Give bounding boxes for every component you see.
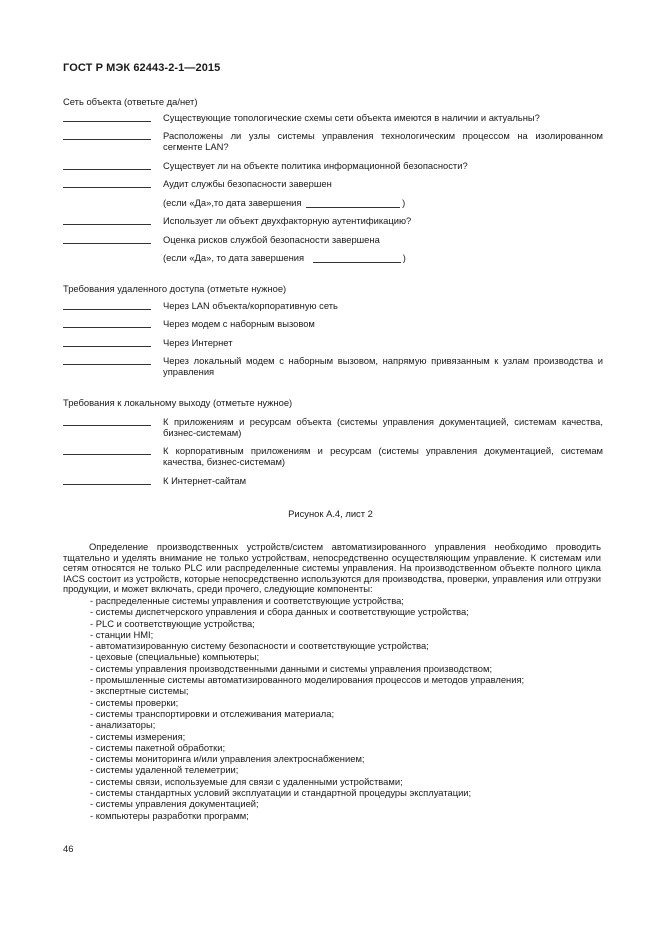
answer-blank[interactable] [63, 243, 151, 244]
page-number: 46 [63, 843, 74, 854]
check-blank[interactable] [63, 327, 151, 328]
question-text: Использует ли объект двухфакторную аутентификацию? [163, 215, 412, 226]
option-text: К Интернет-сайтам [163, 475, 247, 486]
local-section-title: Требования к локальному выходу (отметьте нужное) [63, 397, 293, 408]
list-item: - анализаторы; [90, 719, 156, 731]
figure-caption: Рисунок А.4, лист 2 [288, 508, 373, 519]
list-item: - системы мониторинга и/или управления электроснабжением; [90, 753, 365, 765]
components-list [90, 595, 524, 821]
list-item: - системы измерения; [90, 730, 186, 742]
date-suffix: ) [402, 197, 406, 208]
answer-blank[interactable] [63, 139, 151, 140]
check-blank[interactable] [63, 346, 151, 347]
list-item: - системы связи, используемые для связи с удаленными устройствами; [90, 775, 403, 787]
date-suffix: ) [402, 252, 406, 263]
list-item: - станции HMI; [90, 628, 154, 640]
list-item: - компьютеры разработки программ; [90, 809, 249, 821]
date-blank[interactable] [306, 198, 400, 208]
remote-section-title: Требования удаленного доступа (отметьте нужное) [63, 283, 287, 294]
check-blank[interactable] [63, 454, 151, 455]
check-blank[interactable] [63, 484, 151, 485]
answer-blank[interactable] [63, 187, 151, 188]
question-text: Оценка рисков службой безопасности завершена [163, 234, 380, 245]
list-item: - системы удаленной телеметрии; [90, 764, 239, 776]
risk-date-line [163, 252, 406, 263]
question-text: Аудит службы безопасности завершен [163, 178, 332, 189]
check-blank[interactable] [63, 364, 151, 365]
list-item: - системы диспетчерского управления и сбора данных и соответствующие устройства; [90, 606, 469, 618]
option-text: Через модем с наборным вызовом [163, 318, 315, 329]
option-text: К корпоративным приложениям и ресурсам (системы управления документацией, системам качества, бизнес-системам) [163, 445, 603, 468]
list-item: - промышленные системы автоматизированного моделирования процессов и методов управления; [90, 674, 525, 686]
network-section-title: Сеть объекта (ответьте да/нет) [63, 96, 198, 107]
question-text: Существует ли на объекте политика информационной безопасности? [163, 160, 468, 171]
check-blank[interactable] [63, 425, 151, 426]
list-item: - распределенные системы управления и соответствующие устройства; [90, 595, 404, 606]
question-text: Существующие топологические схемы сети объекта имеются в наличии и актуальны? [163, 112, 540, 123]
list-item: - системы транспортировки и отслеживания материала; [90, 707, 335, 719]
option-text: Через локальный модем с наборным вызовом, напрямую привязанным к узлам производства и управления [163, 355, 603, 378]
list-item: - автоматизированную систему безопасности и соответствующие устройства; [90, 640, 429, 652]
list-item: - системы стандартных условий эксплуатации и стандартной процедуры эксплуатации; [90, 787, 472, 799]
option-text: Через LAN объекта/корпоративную сеть [163, 300, 338, 311]
document-header: ГОСТ Р МЭК 62443-2-1—2015 [63, 62, 221, 74]
date-prefix: (если «Да», то дата завершения [163, 252, 305, 263]
date-blank[interactable] [313, 253, 401, 263]
list-item: - PLC и соответствующие устройства; [90, 617, 255, 629]
check-blank[interactable] [63, 309, 151, 310]
list-item: - системы управления производственными данными и системы управления производством; [90, 662, 493, 674]
list-item: - системы пакетной обработки; [90, 741, 226, 753]
option-text: Через Интернет [163, 337, 233, 348]
question-text: Расположены ли узлы системы управления технологическим процессом на изолированном сегменте LAN? [163, 130, 603, 153]
answer-blank[interactable] [63, 121, 151, 122]
body-paragraph: Определение производственных устройств/систем автоматизированного управления необходимо проводить тщательно и уделять внимание не только устройствам, непосредственно осуществляющим управление. К системам или сетям относятся не только PLC или распределенные системы управления. На производственном объекте полного цикла IACS состоит из устройств, которые непосредственно используются для производства, проверки, управления или отгрузки продукции, и может включать, среди прочего, следующие компоненты: [63, 541, 601, 595]
list-item: - экспертные системы; [90, 685, 189, 697]
audit-date-line [163, 197, 405, 208]
answer-blank[interactable] [63, 224, 151, 225]
list-item: - цеховые (специальные) компьютеры; [90, 651, 260, 663]
list-item: - системы проверки; [90, 696, 179, 708]
date-prefix: (если «Да»,то дата завершения [163, 197, 302, 208]
list-item: - системы управления документацией; [90, 798, 259, 810]
option-text: К приложениям и ресурсам объекта (системы управления документацией, системам качества, бизнес-системам) [163, 416, 603, 439]
answer-blank[interactable] [63, 169, 151, 170]
